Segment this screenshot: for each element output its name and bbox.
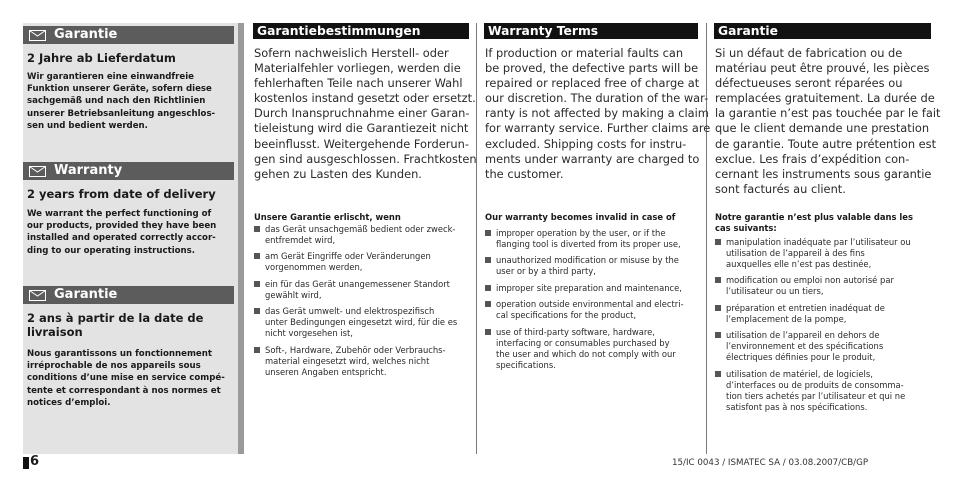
list-item	[485, 228, 684, 250]
bullet-square-icon	[715, 305, 721, 311]
list-item	[715, 369, 911, 413]
item-line: specifications.	[496, 359, 556, 370]
item-line: operation outside environmental and electri-	[496, 299, 684, 310]
body-line: exclue. Les frais d’expédition con-	[715, 151, 910, 166]
section-subheading	[27, 187, 232, 201]
bullet-square-icon	[254, 308, 260, 314]
body-line: kostenlos instand gesetzt oder ersetzt.	[254, 91, 476, 106]
envelope-icon	[29, 290, 46, 301]
list-title-line: cas suivants:	[715, 223, 777, 233]
item-line: unauthorized modification or misuse by the	[496, 255, 679, 266]
list-item	[254, 345, 457, 378]
item-line: satisfont pas à nos spécifications.	[726, 401, 868, 412]
item-line: improper site preparation and maintenance,	[496, 282, 682, 293]
list-item	[715, 275, 911, 297]
envelope-icon	[29, 30, 46, 41]
subheading-line: 2 Jahre ab Lieferdatum	[27, 51, 176, 65]
text-line: Nous garantissons un fonctionnement	[27, 349, 212, 359]
item-line: gewählt wird,	[265, 289, 322, 300]
item-line: utilisation de l’appareil en dehors de	[726, 330, 880, 341]
item-line: flanging tool is diverted from its proper use,	[496, 239, 681, 249]
item-line: utilisation de l’appareil à des fins	[726, 248, 865, 258]
body-line: excluded. Shipping costs for instru-	[485, 136, 687, 151]
list-item	[715, 303, 911, 325]
body-line: cernant les instruments sous garantie	[715, 166, 932, 181]
body-line: for warranty service. Further claims are	[485, 121, 711, 136]
column-body-en	[485, 46, 710, 182]
body-line: de garantie. Toute autre prétention est	[715, 136, 937, 151]
body-line: fehlerhaften Teile nach unserer Wahl	[254, 76, 463, 91]
text-line: installed and operated correctly accor-	[27, 233, 216, 244]
section-header-garantie-de	[23, 26, 234, 44]
text-line: sen und bedient werden.	[27, 120, 148, 131]
section-subheading	[27, 51, 232, 65]
item-line: unter Bedingungen eingesetzt wird, für die es	[265, 317, 458, 328]
body-line: gehen zu Lasten des Kunden.	[254, 166, 422, 181]
column-header-en: Warranty Terms	[484, 23, 698, 39]
column-header-fr: Garantie	[714, 23, 931, 39]
body-line: beeinflusst. Weitergehende Forderun-	[254, 136, 469, 151]
item-line: l’utilisateur ou un tiers,	[726, 286, 824, 297]
envelope-icon	[29, 166, 46, 177]
list-title-line: Notre garantie n’est plus valable dans les	[715, 212, 913, 222]
bullet-square-icon	[254, 226, 260, 232]
body-line: repaired or replaced free of charge at	[485, 76, 700, 91]
item-line: auxquelles elle n’est pas destinée,	[726, 259, 872, 269]
body-line: tieleistung wird die Garantiezeit nicht	[254, 121, 469, 136]
body-line: Si un défaut de fabrication ou de	[715, 46, 903, 60]
bullet-square-icon	[254, 281, 260, 287]
item-line: électriques définies pour le produit,	[726, 352, 876, 363]
bullet-square-icon	[254, 253, 260, 259]
page-marker	[23, 457, 29, 469]
body-line: ranty is not affected by making a claim	[485, 106, 709, 121]
item-line: the user and which do not comply with our	[496, 348, 676, 359]
list-item	[485, 283, 684, 294]
item-line: user or by a third party,	[496, 266, 596, 277]
section-header-warranty	[23, 162, 234, 180]
list-item	[715, 330, 911, 363]
subheading-line: 2 ans à partir de la date de	[27, 311, 204, 325]
text-line: Wir garantieren eine einwandfreie	[27, 72, 195, 82]
text-line: We warrant the perfect functioning of	[27, 209, 212, 219]
body-line: Durch Inanspruchnahme einer Garan-	[254, 106, 470, 121]
list-item	[254, 251, 457, 273]
bullet-square-icon	[715, 332, 721, 338]
text-line: irréprochable de nos appareils sous	[27, 361, 201, 372]
item-line: am Gerät Eingriffe oder Veränderungen	[265, 251, 431, 262]
text-line: Funktion unserer Geräte, sofern diese	[27, 84, 212, 95]
body-line: Materialfehler vorliegen, werden die	[254, 61, 461, 76]
section-header-label: Warranty	[54, 163, 123, 178]
text-line: sachgemäß und nach den Richtlinien	[27, 96, 206, 107]
list-title-line: Our warranty becomes invalid in case of	[485, 212, 676, 222]
text-line: ding to our operating instructions.	[27, 245, 196, 256]
body-line: défectueuses seront réparées ou	[715, 76, 903, 91]
item-line: cal specifications for the product,	[496, 310, 637, 321]
list-item	[254, 279, 457, 301]
body-line: Sofern nachweislich Herstell- oder	[254, 46, 449, 60]
item-line: entfremdet wird,	[265, 235, 336, 245]
item-line: vorgenommen werden,	[265, 262, 363, 273]
column-body-fr	[715, 46, 940, 197]
item-line: manipulation inadéquate par l’utilisateur ou	[726, 237, 911, 247]
body-line: matériau peut être prouvé, les pièces	[715, 61, 930, 76]
body-line: be proved, the defective parts will be	[485, 61, 699, 76]
item-line: tion tiers achetés par l’utilisateur et qui ne	[726, 390, 906, 401]
body-line: our discretion. The duration of the war-	[485, 91, 709, 106]
text-line: conditions d’une mise en service compé-	[27, 373, 225, 384]
item-line: d’interfaces ou de produits de consomma-	[726, 379, 904, 390]
column-body-de	[254, 46, 477, 182]
section-header-label: Garantie	[54, 287, 118, 302]
bullet-square-icon	[485, 257, 491, 263]
list-item	[485, 299, 684, 321]
item-line: das Gerät umwelt- und elektrospezifisch	[265, 306, 435, 317]
body-line: sont facturés au client.	[715, 181, 846, 196]
body-line: the customer.	[485, 166, 564, 181]
conditions-list-de	[254, 224, 457, 383]
item-line: l’emplacement de la pompe,	[726, 313, 847, 324]
section-text	[27, 208, 232, 257]
bullet-square-icon	[715, 239, 721, 245]
column-header-de: Garantiebestimmungen	[253, 23, 469, 39]
text-line: unserer Betriebsanleitung angeschlos-	[27, 108, 216, 119]
section-text	[27, 71, 232, 132]
subheading-line: 2 years from date of delivery	[27, 187, 216, 201]
list-title-en	[485, 212, 675, 223]
body-line: que le client demande une prestation	[715, 121, 930, 136]
bullet-square-icon	[715, 371, 721, 377]
item-line: material eingesetzt wird, welches nicht	[265, 355, 430, 366]
item-line: interfacing or consumables purchased by	[496, 337, 670, 348]
item-line: improper operation by the user, or if the	[496, 228, 666, 238]
list-item	[715, 237, 911, 270]
section-header-garantie-fr	[23, 286, 234, 304]
item-line: modification ou emploi non autorisé par	[726, 275, 894, 286]
bullet-square-icon	[254, 347, 260, 353]
item-line: l’environnement et des spécifications	[726, 341, 884, 352]
item-line: Soft-, Hardware, Zubehör oder Verbrauchs-	[265, 344, 446, 355]
bullet-square-icon	[715, 277, 721, 283]
conditions-list-fr	[715, 237, 911, 418]
section-text	[27, 348, 232, 409]
bullet-square-icon	[485, 230, 491, 236]
item-line: nicht vorgesehen ist,	[265, 328, 353, 339]
body-line: remplacées gratuitement. La durée de	[715, 91, 935, 106]
body-line: la garantie n’est pas touchée par le fait	[715, 106, 941, 121]
list-title-de	[254, 212, 401, 223]
item-line: ein für das Gerät unangemessener Standort	[265, 278, 450, 289]
list-item	[254, 224, 457, 246]
bullet-square-icon	[485, 301, 491, 307]
list-item	[485, 327, 684, 371]
list-title-fr	[715, 212, 913, 234]
text-line: tente et correspondant à nos normes et	[27, 385, 221, 396]
item-line: utilisation de matériel, de logiciels,	[726, 368, 873, 379]
bullet-square-icon	[485, 329, 491, 335]
conditions-list-en	[485, 228, 684, 376]
text-line: our products, provided they have been	[27, 221, 217, 232]
text-line: notices d’emploi.	[27, 397, 111, 408]
body-line: If production or material faults can	[485, 46, 684, 60]
document-reference: 15/IC 0043 / ISMATEC SA / 03.08.2007/CB/GP	[672, 458, 869, 468]
subheading-line: livraison	[27, 325, 83, 339]
item-line: unseren Angaben entspricht.	[265, 366, 387, 377]
item-line: use of third-party software, hardware,	[496, 326, 655, 337]
bullet-square-icon	[485, 285, 491, 291]
body-line: gen sind ausgeschlossen. Frachtkosten	[254, 151, 477, 166]
item-line: das Gerät unsachgemäß bedient oder zweck-	[265, 224, 456, 234]
list-item	[254, 306, 457, 339]
item-line: préparation et entretien inadéquat de	[726, 302, 885, 313]
page-number: 6	[30, 454, 40, 469]
section-subheading	[27, 311, 232, 339]
body-line: ments under warranty are charged to	[485, 151, 700, 166]
section-header-label: Garantie	[54, 27, 118, 42]
list-title-line: Unsere Garantie erlischt, wenn	[254, 212, 401, 222]
list-item	[485, 255, 684, 277]
left-panel-border	[238, 23, 244, 454]
